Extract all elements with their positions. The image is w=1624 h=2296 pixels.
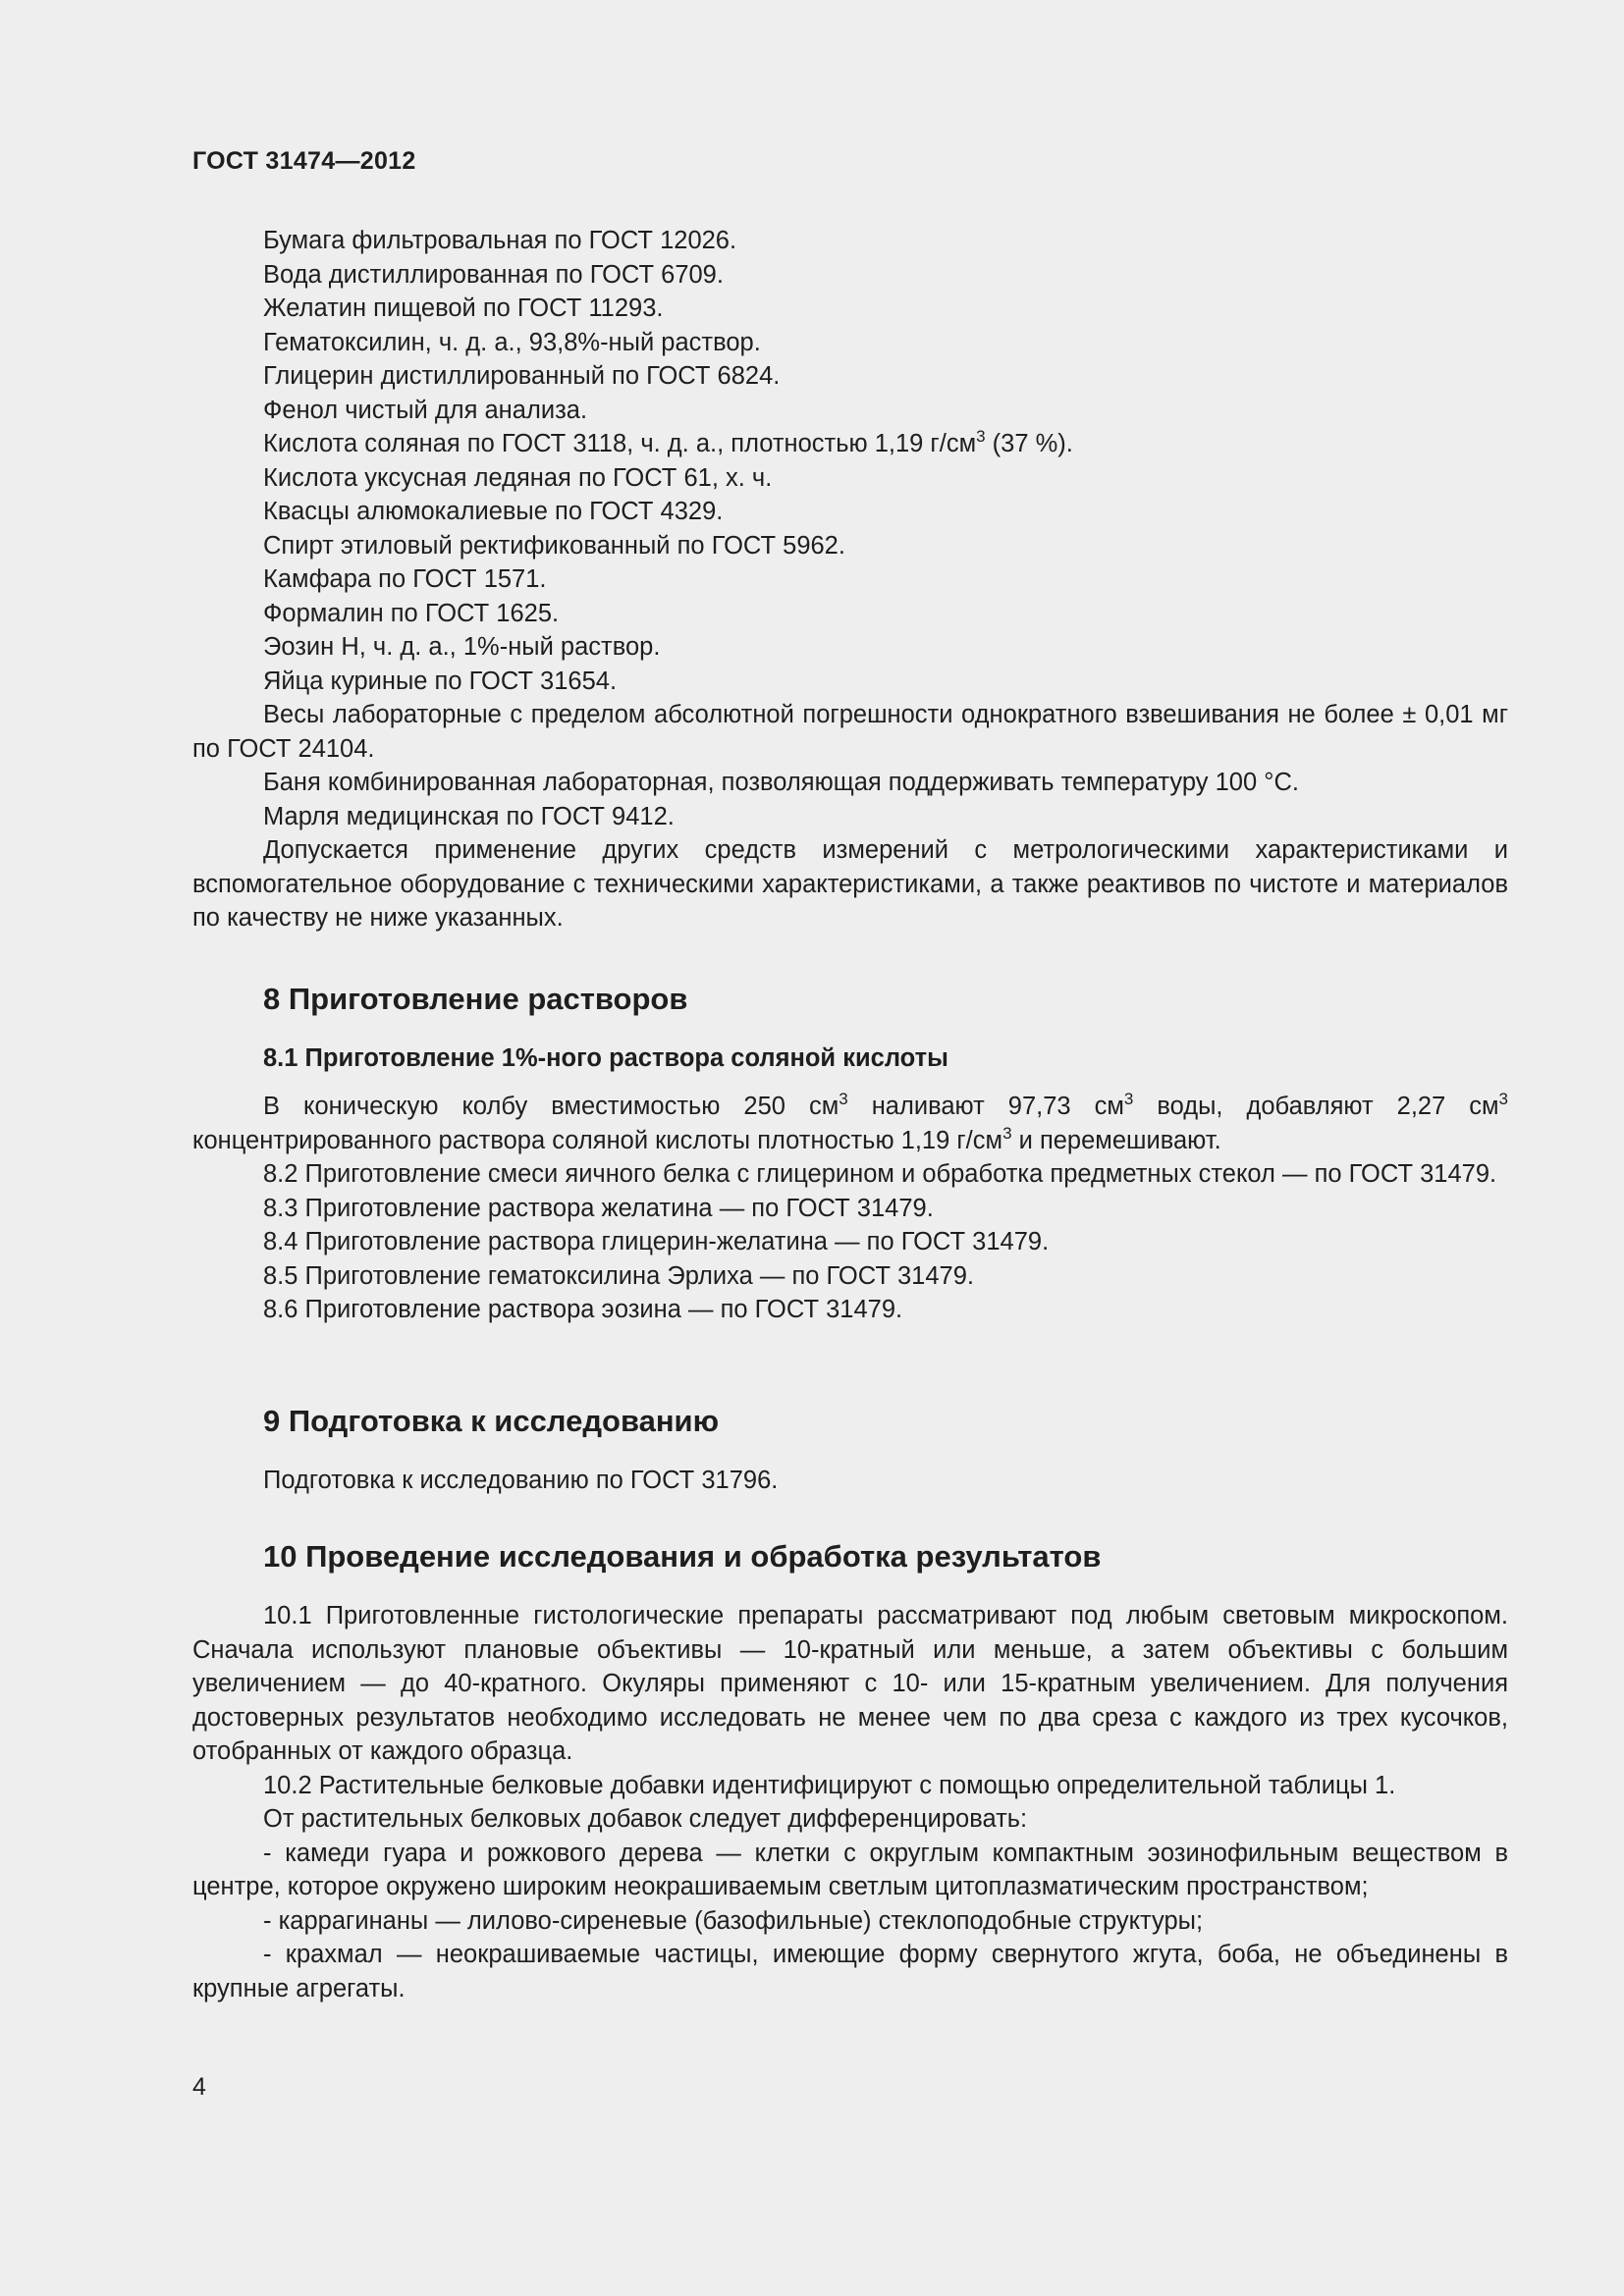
- material-item: Гематоксилин, ч. д. а., 93,8%-ный раствор.: [263, 328, 761, 356]
- section-10-title: 10 Проведение исследования и обработка результатов: [263, 1539, 1102, 1574]
- section-8-4-paragraph: 8.4 Приготовление раствора глицерин-желатина — по ГОСТ 31479.: [263, 1228, 1050, 1255]
- section-8-title: 8 Приготовление растворов: [263, 982, 688, 1016]
- section-8-1-paragraph: В коническую колбу вместимостью 250 $см^3$ наливают 97,73 $см^3$ воды, добавляют 2,27 $см^3$ концентрированного раствора соляной кислоты плотностью 1,19 $г/см^3$ и перемешивают.: [192, 1090, 1509, 1154]
- material-item: Вода дистиллированная по ГОСТ 6709.: [263, 260, 724, 289]
- material-item: Спирт этиловый ректификованный по ГОСТ 5962.: [263, 531, 845, 560]
- list-item: - каррагинаны — лилово-сиреневые (базофильные) стеклоподобные структуры;: [263, 1906, 1204, 1935]
- material-item: Яйца куриные по ГОСТ 31654.: [263, 667, 618, 695]
- material-item: Желатин пищевой по ГОСТ 11293.: [263, 294, 664, 322]
- material-item: Эозин Н, ч. д. а., 1%-ный раствор.: [263, 633, 661, 661]
- section-8-5-paragraph: 8.5 Приготовление гематоксилина Эрлиха — по ГОСТ 31479.: [263, 1261, 974, 1290]
- section-9-paragraph: Подготовка к исследованию по ГОСТ 31796.: [263, 1467, 779, 1494]
- bath-paragraph: Баня комбинированная лабораторная, позволяющая поддерживать температуру 100 °С.: [263, 769, 1299, 796]
- material-item-acid: Кислота соляная по ГОСТ 3118, ч. д. а., плотностью 1,19 $г/см^3$ (37 %).: [263, 427, 1073, 457]
- section-8-3-paragraph: 8.3 Приготовление раствора желатина — по ГОСТ 31479.: [263, 1194, 934, 1222]
- material-item: Бумага фильтровальная по ГОСТ 12026.: [263, 227, 737, 254]
- document-header: ГОСТ 31474—2012: [192, 147, 416, 175]
- section-10-3-paragraph: От растительных белковых добавок следует дифференцировать:: [263, 1805, 1028, 1833]
- page-number: 4: [192, 2073, 206, 2101]
- scales-paragraph: Весы лабораторные с пределом абсолютной погрешности однократного взвешивания не более ± 0,01 мг по ГОСТ 24104.: [192, 701, 1508, 763]
- section-8-body: [192, 1090, 1508, 1327]
- section-10-body: [192, 1599, 1508, 2005]
- list-item: - камеди гуара и рожкового дерева — клетки с округлым компактным эозинофильным веществом в центре, которое окружено широким неокрашиваемым светлым цитоплазматическим пространством;: [192, 1839, 1508, 1900]
- section-9-body: [192, 1464, 1508, 1498]
- section-8-1-title: 8.1 Приготовление 1%-ного раствора соляной кислоты: [263, 1044, 948, 1072]
- section-9-title: 9 Подготовка к исследованию: [263, 1404, 720, 1438]
- material-item: Кислота уксусная ледяная по ГОСТ 61, х. ч.: [263, 463, 773, 492]
- allowed-paragraph: Допускается применение других средств измерений с метрологическими характеристиками и вспомогательное оборудование с техническими характеристиками, а также реактивов по чистоте и материалов по качеству не ниже указанных.: [192, 836, 1508, 932]
- gauze-paragraph: Марля медицинская по ГОСТ 9412.: [263, 802, 675, 830]
- material-item: Квасцы алюмокалиевые по ГОСТ 4329.: [263, 498, 724, 525]
- section-10-1-paragraph: 10.1 Приготовленные гистологические препараты рассматривают под любым световым микроскопом. Сначала используют плановые объективы — 10-кратный или меньше, а затем объективы с большим увеличением — до 40-кратного. Окуляры применяют с 10- или 15-кратным увеличением. Для получения достоверных результатов необходимо исследовать не менее чем по два среза с каждого из трех кусочков, отобранных от каждого образца.: [192, 1602, 1508, 1765]
- material-item: Камфара по ГОСТ 1571.: [263, 565, 547, 593]
- material-item: Формалин по ГОСТ 1625.: [263, 599, 560, 627]
- list-item: - крахмал — неокрашиваемые частицы, имеющие форму свернутого жгута, боба, не объединены в крупные агрегаты.: [192, 1941, 1508, 2002]
- section-10-2-paragraph: 10.2 Растительные белковые добавки идентифицируют с помощью определительной таблицы 1.: [263, 1771, 1396, 1799]
- section-8-6-paragraph: 8.6 Приготовление раствора эозина — по ГОСТ 31479.: [263, 1296, 903, 1323]
- material-item: Глицерин дистиллированный по ГОСТ 6824.: [263, 362, 781, 390]
- materials-block: [192, 224, 1508, 935]
- material-item: Фенол чистый для анализа.: [263, 396, 588, 424]
- section-8-2-paragraph: 8.2 Приготовление смеси яичного белка с глицерином и обработка предметных стекол — по ГОСТ 31479.: [263, 1160, 1497, 1188]
